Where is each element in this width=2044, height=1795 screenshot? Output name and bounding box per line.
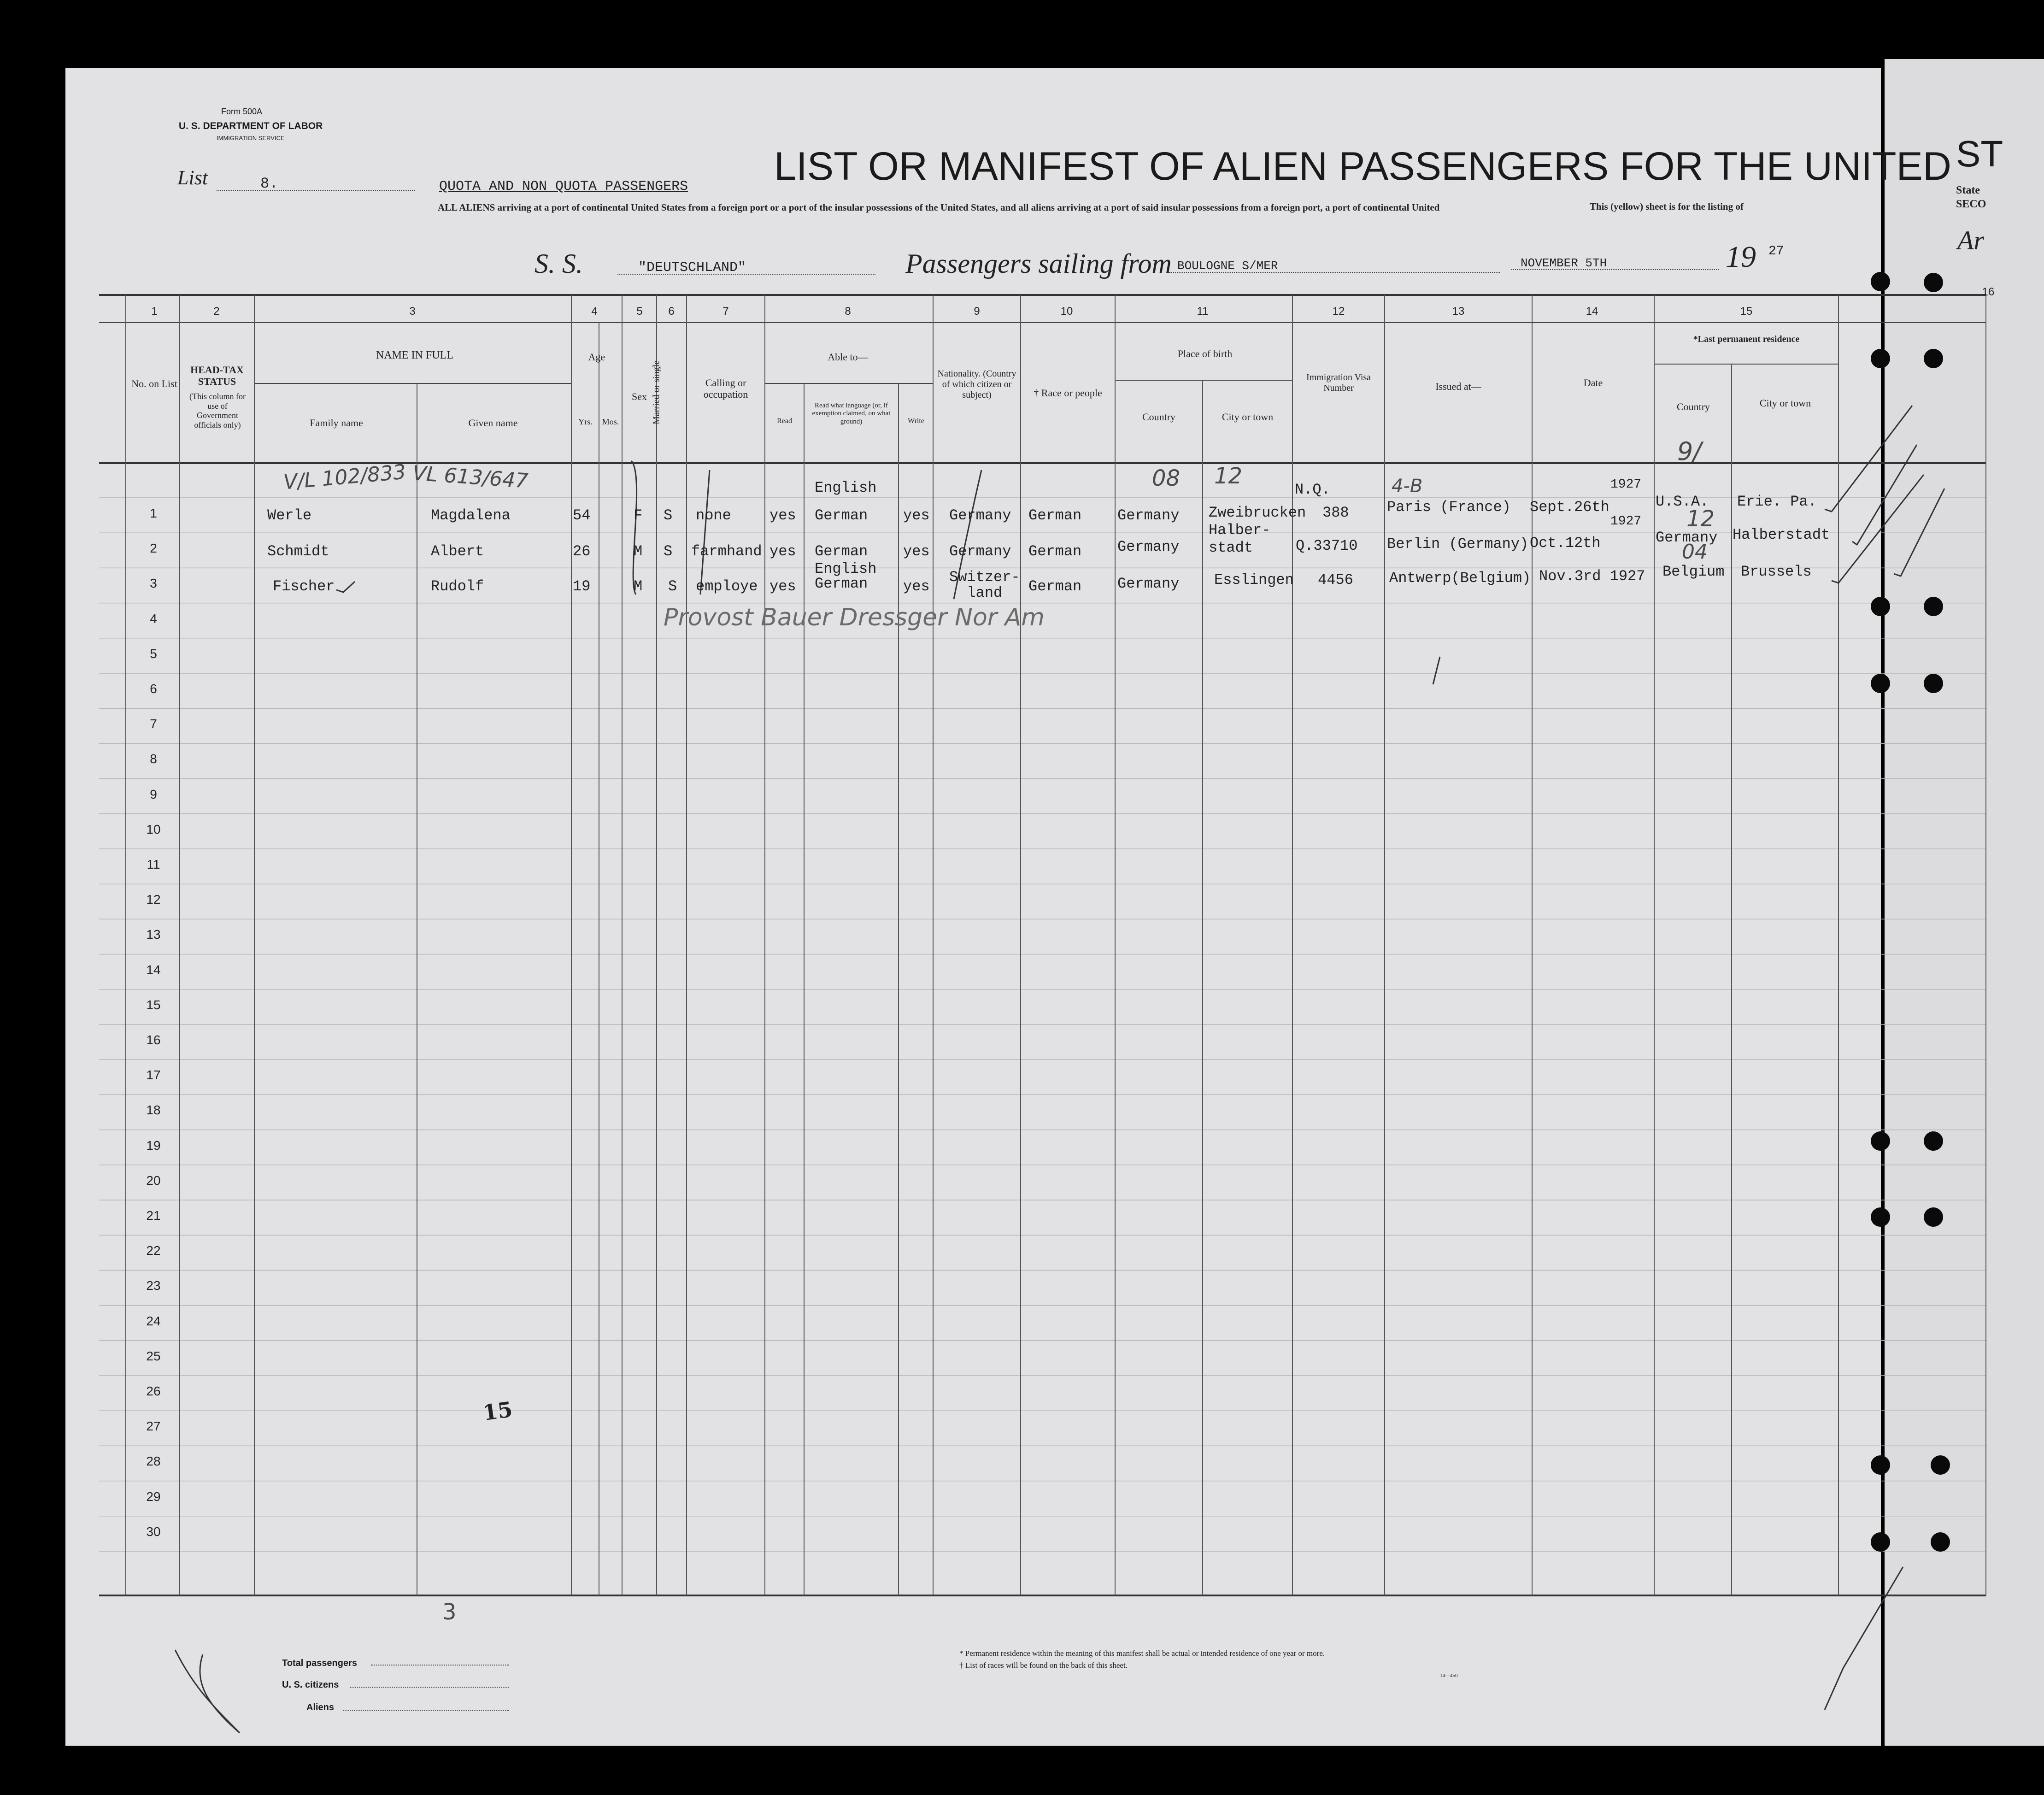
row-number: 29 bbox=[146, 1489, 161, 1504]
r1-family: Werle bbox=[267, 507, 312, 524]
punch-hole bbox=[1871, 1532, 1890, 1552]
colnum-11: 11 bbox=[1197, 305, 1209, 318]
punch-hole bbox=[1924, 1131, 1943, 1151]
year-prefix: 19 bbox=[1726, 240, 1756, 274]
row-number: 13 bbox=[146, 927, 161, 942]
row-number: 27 bbox=[146, 1419, 161, 1434]
r2-read: yes bbox=[769, 543, 796, 560]
colnum-12: 12 bbox=[1332, 305, 1345, 318]
colnum-14: 14 bbox=[1586, 305, 1598, 318]
r1-res-city: Erie. Pa. bbox=[1737, 493, 1817, 510]
ss-label: S. S. bbox=[534, 248, 583, 279]
hdr-read-what: Read what language (or, if exemption claimed, on what ground) bbox=[812, 402, 891, 425]
main-title: LIST OR MANIFEST OF ALIEN PASSENGERS FOR THE UNITED bbox=[774, 144, 1952, 188]
hdr-write: Write bbox=[908, 417, 924, 425]
r2-given: Albert bbox=[431, 543, 484, 560]
r3-sex: M bbox=[634, 578, 643, 595]
hdr-family-name: Family name bbox=[310, 417, 363, 429]
r3-calling: employe bbox=[696, 578, 758, 595]
r2-yrs: 26 bbox=[573, 543, 591, 560]
r2-lang: German bbox=[815, 543, 868, 560]
r1-date: Sept.26th bbox=[1530, 499, 1609, 516]
handwritten-code-1: V/L 102/833 bbox=[282, 460, 407, 494]
aliens-label: Aliens bbox=[306, 1702, 335, 1713]
right-small-1: State bbox=[1956, 184, 1980, 196]
colnum-13: 13 bbox=[1452, 305, 1465, 318]
row-number: 16 bbox=[146, 1033, 161, 1047]
colnum-7: 7 bbox=[722, 305, 729, 318]
r2-date: Oct.12th bbox=[1530, 535, 1601, 552]
right-title-fragment: ST bbox=[1956, 133, 2003, 174]
r3-issued: Antwerp(Belgium) bbox=[1389, 570, 1531, 587]
us-citizens-line bbox=[350, 1687, 509, 1688]
total-passengers-line bbox=[371, 1665, 509, 1666]
hdr-mos: Mos. bbox=[602, 417, 619, 426]
r3-birth-country: Germany bbox=[1117, 575, 1180, 592]
colnum-8: 8 bbox=[845, 305, 851, 318]
handwritten-res-2: 12 bbox=[1686, 506, 1715, 532]
r1-race: German bbox=[1028, 507, 1082, 524]
row-number: 14 bbox=[146, 962, 161, 977]
row-number: 22 bbox=[146, 1243, 161, 1258]
colnum-3: 3 bbox=[409, 305, 416, 318]
r3-nationality: Switzer- land bbox=[949, 569, 1020, 601]
print-code: 14—450 bbox=[1440, 1673, 1458, 1678]
r1-lang: German bbox=[815, 507, 868, 524]
row-number: 19 bbox=[146, 1138, 161, 1153]
r2-visa: Q.33710 bbox=[1296, 537, 1358, 554]
row-number: 12 bbox=[146, 892, 161, 907]
punch-hole bbox=[1871, 674, 1890, 693]
hdr-birth-country: Country bbox=[1142, 411, 1176, 423]
row-number: 26 bbox=[146, 1384, 161, 1398]
hdr-no-on-list: No. on List bbox=[131, 378, 177, 389]
r1-sex: F bbox=[634, 507, 643, 524]
service: IMMIGRATION SERVICE bbox=[217, 135, 285, 141]
r1-calling: none bbox=[696, 507, 731, 524]
row-number: 4 bbox=[150, 611, 157, 626]
row-number: 9 bbox=[150, 787, 157, 801]
r2-date-year: 1927 bbox=[1610, 514, 1642, 529]
r1-lang-top: English bbox=[815, 479, 877, 496]
r2-nationality: Germany bbox=[949, 543, 1011, 560]
r1-visa-top: N.Q. bbox=[1295, 481, 1330, 498]
r2-race: German bbox=[1028, 543, 1082, 560]
row-number: 3 bbox=[150, 576, 157, 591]
year-suffix: 27 bbox=[1768, 244, 1784, 259]
punch-hole bbox=[1931, 1455, 1950, 1475]
handwritten-birth-2: 12 bbox=[1214, 463, 1243, 489]
r3-lang-top: English bbox=[815, 560, 877, 577]
r2-birth-city: Halber- stadt bbox=[1209, 522, 1271, 556]
row-number: 5 bbox=[150, 646, 157, 661]
hdr-name-in-full: NAME IN FULL bbox=[376, 349, 453, 361]
punch-hole bbox=[1871, 1455, 1890, 1475]
r3-write: yes bbox=[903, 578, 930, 595]
handwritten-res-1: 9/ bbox=[1677, 437, 1702, 466]
handwritten-3: 3 bbox=[442, 1599, 457, 1625]
row-number: 21 bbox=[146, 1208, 161, 1223]
hdr-res-country: Country bbox=[1676, 401, 1710, 412]
punch-hole bbox=[1871, 349, 1890, 368]
row-number: 10 bbox=[146, 822, 161, 836]
instruction-line-1: ALL ALIENS arriving at a port of continental United States from a foreign port or a port of the insular possessions of the United States, and all aliens arriving at a port of said insular possessions from a foreign port, a port of continental United bbox=[438, 202, 1440, 213]
r1-marital: S bbox=[664, 507, 673, 524]
right-small-2: SECO bbox=[1956, 198, 1986, 210]
hdr-head-tax: HEAD-TAX STATUS bbox=[190, 364, 244, 388]
colnum-1: 1 bbox=[151, 305, 158, 318]
quota-line: QUOTA AND NON QUOTA PASSENGERS bbox=[439, 179, 688, 194]
row-number: 25 bbox=[146, 1348, 161, 1363]
department: U. S. DEPARTMENT OF LABOR bbox=[179, 121, 323, 131]
colnum-16-fragment: 16 bbox=[1982, 286, 1995, 298]
list-label: List bbox=[177, 166, 208, 189]
r1-birth-city: Zweibrucken bbox=[1209, 504, 1306, 521]
footnote-races: † List of races will be found on the back of this sheet. bbox=[959, 1661, 1128, 1670]
row-number: 23 bbox=[146, 1278, 161, 1293]
r1-nationality: Germany bbox=[949, 507, 1011, 524]
hdr-able-to: Able to— bbox=[828, 351, 868, 363]
r3-marital: S bbox=[668, 578, 677, 595]
r3-date: Nov.3rd 1927 bbox=[1539, 568, 1645, 585]
departure-port: BOULOGNE S/MER bbox=[1177, 259, 1278, 273]
hdr-calling: Calling or occupation bbox=[703, 377, 748, 400]
colnum-6: 6 bbox=[668, 305, 675, 318]
hdr-nationality: Nationality. (Country of which citizen or subject) bbox=[937, 369, 1016, 400]
hdr-read: Read bbox=[777, 417, 792, 425]
colnum-15: 15 bbox=[1740, 305, 1753, 318]
list-number: 8. bbox=[260, 175, 278, 192]
r3-lang: German bbox=[815, 575, 868, 592]
hdr-res-city: City or town bbox=[1759, 397, 1811, 409]
punch-hole bbox=[1871, 597, 1890, 616]
handwritten-4b: 4-B bbox=[1392, 476, 1423, 497]
r3-race: German bbox=[1028, 578, 1082, 595]
r3-read: yes bbox=[769, 578, 796, 595]
r2-calling: farmhand bbox=[691, 543, 762, 560]
aliens-line bbox=[343, 1710, 509, 1711]
r1-given: Magdalena bbox=[431, 507, 511, 524]
punch-hole bbox=[1871, 272, 1890, 291]
r1-issued: Paris (France) bbox=[1387, 499, 1511, 516]
r3-yrs: 19 bbox=[573, 578, 591, 595]
r2-birth-country: Germany bbox=[1117, 538, 1180, 555]
r2-family: Schmidt bbox=[267, 543, 329, 560]
hdr-sex: Sex bbox=[632, 391, 647, 402]
r1-read: yes bbox=[769, 507, 796, 524]
row-number: 11 bbox=[147, 857, 160, 871]
sailing-date: NOVEMBER 5TH bbox=[1521, 256, 1607, 270]
r2-sex: M bbox=[634, 543, 643, 560]
r1-res-country: U.S.A. bbox=[1656, 493, 1709, 510]
r1-birth-country: Germany bbox=[1117, 507, 1180, 524]
handwritten-code-2: VL 613/647 bbox=[411, 461, 529, 493]
punch-hole bbox=[1924, 1207, 1943, 1227]
r2-write: yes bbox=[903, 543, 930, 560]
r1-yrs: 54 bbox=[573, 507, 591, 524]
hdr-birth-city: City or town bbox=[1222, 411, 1274, 423]
handwritten-row4: Provost Bauer Dressger Nor Am bbox=[664, 604, 1045, 631]
r1-date-year: 1927 bbox=[1610, 477, 1642, 492]
hdr-visa: Immigration Visa Number bbox=[1306, 372, 1371, 393]
r3-res-city: Brussels bbox=[1741, 563, 1812, 580]
row-number: 28 bbox=[146, 1454, 161, 1469]
r2-res-city: Halberstadt bbox=[1733, 526, 1830, 543]
r3-birth-city: Esslingen bbox=[1214, 571, 1294, 589]
row-number: 1 bbox=[150, 506, 157, 520]
handwritten-res-3: 04 bbox=[1682, 540, 1708, 564]
row-number: 8 bbox=[150, 752, 157, 766]
colnum-4: 4 bbox=[591, 305, 598, 318]
punch-hole bbox=[1924, 349, 1943, 368]
hdr-issued-at: Issued at— bbox=[1435, 381, 1481, 392]
punch-hole bbox=[1924, 597, 1943, 616]
row-number: 7 bbox=[150, 717, 157, 731]
colnum-2: 2 bbox=[213, 305, 220, 318]
r3-family: Fischer bbox=[273, 578, 335, 595]
right-ar: Ar bbox=[1957, 225, 1984, 255]
r2-marital: S bbox=[664, 543, 673, 560]
hdr-date: Date bbox=[1583, 377, 1603, 388]
ship-name: "DEUTSCHLAND" bbox=[638, 260, 746, 276]
sailing-label: Passengers sailing from bbox=[905, 248, 1172, 279]
r2-issued: Berlin (Germany) bbox=[1387, 536, 1529, 553]
hdr-age: Age bbox=[588, 351, 605, 363]
r3-visa: 4456 bbox=[1318, 571, 1353, 589]
colnum-9: 9 bbox=[974, 305, 980, 318]
row-number: 15 bbox=[146, 997, 161, 1012]
hdr-married: Married or single bbox=[651, 360, 662, 424]
form-number: Form 500A bbox=[221, 107, 263, 116]
handwritten-birth-1: 08 bbox=[1152, 465, 1181, 491]
row-number: 18 bbox=[146, 1103, 161, 1118]
hdr-place-of-birth: Place of birth bbox=[1177, 348, 1233, 359]
r3-given: Rudolf bbox=[431, 578, 484, 595]
colnum-10: 10 bbox=[1060, 305, 1073, 318]
stamp-number: 15 bbox=[481, 1396, 514, 1426]
row-number: 24 bbox=[146, 1313, 161, 1328]
row-number: 30 bbox=[146, 1524, 161, 1539]
instruction-line-2: This (yellow) sheet is for the listing of bbox=[1590, 201, 1744, 212]
r3-res-country: Belgium bbox=[1662, 563, 1725, 580]
footnote-residence: * Permanent residence within the meaning of this manifest shall be actual or intended residence of one year or more. bbox=[959, 1649, 1325, 1658]
row-number: 20 bbox=[146, 1173, 161, 1188]
hdr-last-residence: *Last permanent residence bbox=[1693, 334, 1800, 344]
r1-visa: 388 bbox=[1322, 504, 1349, 521]
row-number: 2 bbox=[150, 541, 157, 556]
r2-res-country: Germany bbox=[1656, 529, 1718, 546]
r1-write: yes bbox=[903, 507, 930, 524]
total-passengers-label: Total passengers bbox=[282, 1658, 358, 1668]
hdr-head-tax-note: (This column for use of Government officials only) bbox=[189, 392, 246, 430]
row-number: 17 bbox=[146, 1068, 161, 1083]
punch-hole bbox=[1931, 1532, 1950, 1552]
hdr-race: † Race or people bbox=[1034, 387, 1102, 399]
row-number: 6 bbox=[150, 682, 157, 696]
punch-hole bbox=[1871, 1131, 1890, 1151]
us-citizens-label: U. S. citizens bbox=[282, 1680, 339, 1690]
punch-hole bbox=[1871, 1207, 1890, 1227]
hdr-given-name: Given name bbox=[468, 417, 518, 429]
punch-hole bbox=[1924, 273, 1943, 292]
colnum-5: 5 bbox=[636, 305, 643, 318]
hdr-yrs: Yrs. bbox=[578, 417, 593, 426]
punch-hole bbox=[1924, 674, 1943, 693]
